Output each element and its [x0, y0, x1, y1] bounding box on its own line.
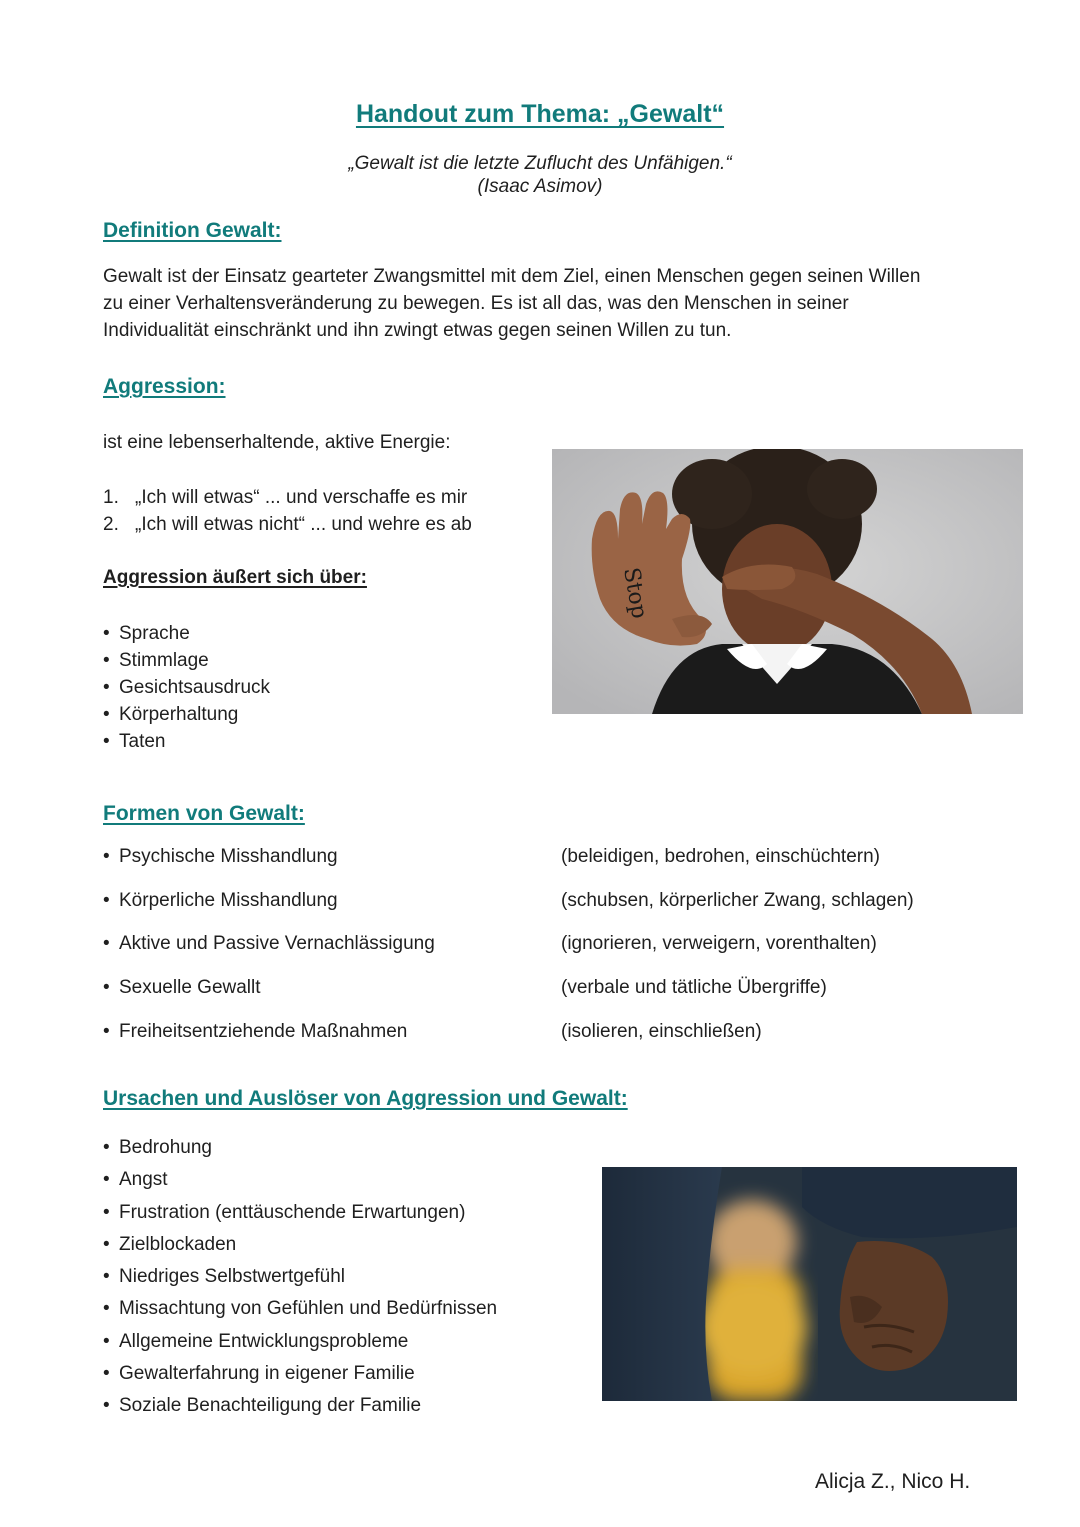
form-examples: (schubsen, körperlicher Zwang, schlagen) — [561, 890, 914, 911]
list-item: • Allgemeine Entwicklungsprobleme — [103, 1326, 497, 1358]
quote — [0, 152, 1080, 198]
list-item: 1. „Ich will etwas“ ... und verschaffe es mir — [103, 487, 468, 508]
definition-line: Individualität einschränkt und ihn zwingt etwas gegen seinen Willen zu tun. — [103, 320, 732, 341]
aggression-heading: Aggression: — [103, 375, 226, 398]
list-item: • Stimmlage — [103, 647, 270, 674]
form-examples: (isolieren, einschließen) — [561, 1021, 762, 1042]
list-item: • Gesichtsausdruck — [103, 674, 270, 701]
forms-heading: Formen von Gewalt: — [103, 802, 305, 825]
causes-list — [103, 1132, 497, 1423]
expresses-heading: Aggression äußert sich über: — [103, 567, 367, 588]
definition-text — [103, 263, 983, 344]
form-row — [103, 1021, 1003, 1045]
list-item: • Gewalterfahrung in eigener Familie — [103, 1358, 497, 1390]
list-item: • Zielblockaden — [103, 1229, 497, 1261]
form-row — [103, 933, 1003, 957]
form-row — [103, 977, 1003, 1001]
form-examples: (ignorieren, verweigern, vorenthalten) — [561, 933, 877, 954]
list-item: 2. „Ich will etwas nicht“ ... und wehre es ab — [103, 514, 472, 535]
list-item: • Taten — [103, 728, 270, 755]
form-row — [103, 890, 1003, 914]
list-item: • Missachtung von Gefühlen und Bedürfnissen — [103, 1293, 497, 1325]
causes-heading: Ursachen und Auslöser von Aggression und Gewalt: — [103, 1087, 628, 1110]
aggression-numbered-list — [103, 484, 472, 538]
list-item: • Bedrohung — [103, 1132, 497, 1164]
list-item: • Sprache — [103, 620, 270, 647]
stop-hand-photo — [552, 449, 1023, 714]
form-examples: (beleidigen, bedrohen, einschüchtern) — [561, 846, 880, 867]
definition-heading: Definition Gewalt: — [103, 219, 282, 242]
form-examples: (verbale und tätliche Übergriffe) — [561, 977, 827, 998]
list-item: • Körperhaltung — [103, 701, 270, 728]
clenched-fist-photo — [602, 1167, 1017, 1401]
list-item: • Soziale Benachteiligung der Familie — [103, 1390, 497, 1422]
form-name: • Sexuelle Gewallt — [103, 977, 261, 999]
definition-line: zu einer Verhaltensveränderung zu bewegen. Es ist all das, was den Menschen in seiner — [103, 293, 849, 314]
list-item: • Frustration (enttäuschende Erwartungen) — [103, 1197, 497, 1229]
quote-author: (Isaac Asimov) — [477, 176, 603, 197]
definition-line: Gewalt ist der Einsatz gearteter Zwangsmittel mit dem Ziel, einen Menschen gegen seinen Willen — [103, 266, 921, 287]
authors: Alicja Z., Nico H. — [815, 1470, 971, 1493]
list-item: • Niedriges Selbstwertgefühl — [103, 1261, 497, 1293]
form-name: • Freiheitsentziehende Maßnahmen — [103, 1021, 407, 1043]
form-name: • Psychische Misshandlung — [103, 846, 338, 868]
page-title: Handout zum Thema: „Gewalt“ — [355, 100, 725, 128]
form-name: • Aktive und Passive Vernachlässigung — [103, 933, 435, 955]
list-item: • Angst — [103, 1164, 497, 1196]
aggression-intro: ist eine lebenserhaltende, aktive Energie: — [103, 432, 451, 453]
expresses-list — [103, 620, 270, 755]
quote-text: „Gewalt ist die letzte Zuflucht des Unfähigen.“ — [348, 153, 732, 174]
form-name: • Körperliche Misshandlung — [103, 890, 338, 912]
form-row — [103, 846, 1003, 870]
hand-stop-text: Stop — [618, 565, 652, 621]
